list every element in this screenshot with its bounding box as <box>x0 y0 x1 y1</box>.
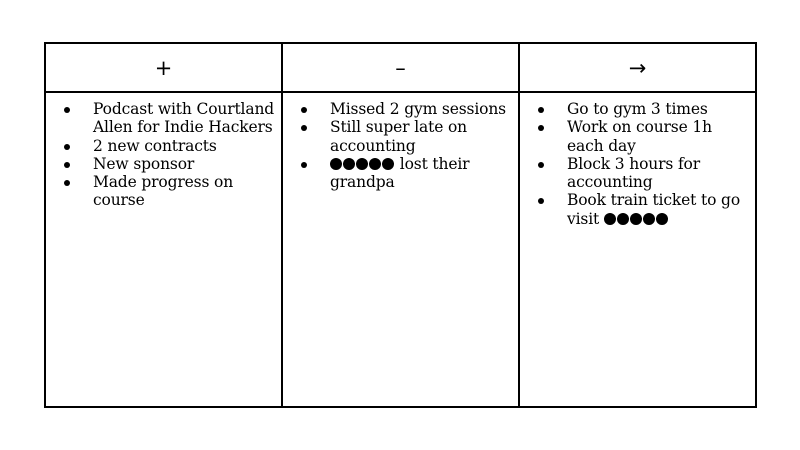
list-item-text: lost their grandpa <box>330 154 470 192</box>
list-item <box>567 118 749 155</box>
list-item <box>330 118 512 155</box>
list-item <box>93 173 275 210</box>
list-item-text: Book train ticket to go visit <box>567 191 740 228</box>
list-item-text: Work on course 1h each day <box>567 118 712 155</box>
next-cell <box>519 92 756 407</box>
bullet-icon <box>64 180 70 186</box>
minus-list <box>283 93 518 191</box>
list-item-text: Made progress on course <box>93 173 234 210</box>
plus-cell <box>45 92 282 407</box>
redaction-dot-icon <box>617 213 629 225</box>
redaction-dot-icon <box>630 213 642 225</box>
list-item-text: Missed 2 gym sessions <box>330 100 506 118</box>
header-plus: + <box>45 43 282 92</box>
bullet-icon <box>538 162 544 168</box>
list-item-text: 2 new contracts <box>93 136 217 155</box>
list-item <box>567 155 749 192</box>
redaction-dot-icon <box>604 213 616 225</box>
header-row <box>45 43 756 92</box>
redacted-name <box>330 158 395 172</box>
header-next: → <box>519 43 756 92</box>
bullet-icon <box>64 107 70 113</box>
redaction-dot-icon <box>382 158 394 170</box>
bullet-icon <box>64 144 70 150</box>
list-item-text: Podcast with Courtland Allen for Indie Hackers <box>93 100 275 137</box>
bullet-icon <box>538 198 544 204</box>
list-item-text: Block 3 hours for accounting <box>567 154 700 192</box>
redaction-dot-icon <box>356 158 368 170</box>
content-row <box>45 92 756 407</box>
weekly-review-table <box>44 42 757 408</box>
list-item <box>567 100 749 118</box>
plus-list <box>46 93 281 210</box>
list-item <box>567 191 749 228</box>
list-item <box>93 100 275 137</box>
redaction-dot-icon <box>343 158 355 170</box>
redaction-dot-icon <box>643 213 655 225</box>
list-item <box>93 155 275 173</box>
minus-cell <box>282 92 519 407</box>
header-minus: – <box>282 43 519 92</box>
bullet-icon <box>301 162 307 168</box>
bullet-icon <box>64 162 70 168</box>
bullet-icon <box>301 107 307 113</box>
list-item <box>330 100 512 118</box>
redaction-dot-icon <box>369 158 381 170</box>
next-list <box>520 93 755 228</box>
list-item-text: Go to gym 3 times <box>567 100 708 118</box>
list-item-text: New sponsor <box>93 154 195 173</box>
redaction-dot-icon <box>656 213 668 225</box>
redacted-name <box>604 213 669 227</box>
list-item <box>330 155 512 192</box>
redaction-dot-icon <box>330 158 342 170</box>
bullet-icon <box>538 125 544 131</box>
bullet-icon <box>301 125 307 131</box>
list-item <box>93 137 275 155</box>
list-item-text: Still super late on accounting <box>330 118 468 155</box>
bullet-icon <box>538 107 544 113</box>
